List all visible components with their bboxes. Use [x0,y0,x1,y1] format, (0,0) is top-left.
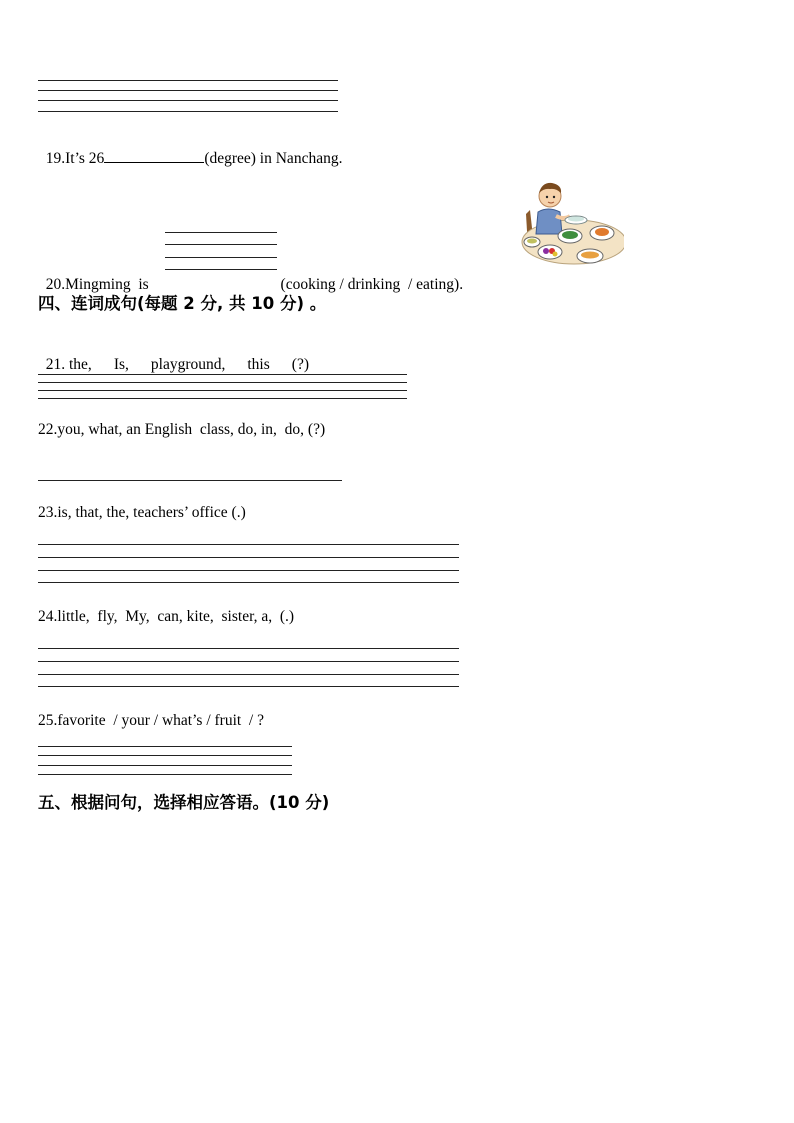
question-21-word: the, [69,356,92,373]
question-23-answer-lines[interactable] [38,544,459,584]
question-21-word: (?) [291,356,309,373]
question-25-answer-lines[interactable] [38,746,292,776]
question-20-suffix: (cooking / drinking / eating). [276,276,464,293]
question-25: 25.favorite / your / what’s / fruit / ? [38,712,264,729]
section-4-title: 四、连词成句(每题 2 分, 共 10 分) 。 [38,294,327,313]
question-22: 22.you, what, an English class, do, in, do, (?) [38,421,326,438]
section-5-title: 五、根据问句，选择相应答语。(10 分) [38,793,330,812]
question-21 [38,338,331,374]
question-24: 24.little, fly, My, can, kite, sister, a, (.) [38,608,295,625]
question-22-answer-line[interactable] [38,480,342,482]
question-19 [38,130,342,168]
question-23: 23.is, that, the, teachers’ office (.) [38,504,246,521]
question-21-word: Is, [113,356,129,373]
question-19-suffix: (degree) in Nanchang. [204,150,343,167]
question-21-answer-lines[interactable] [38,374,407,400]
question-21-number: 21. [45,356,66,373]
question-20 [38,258,463,294]
question-24-answer-lines[interactable] [38,648,459,688]
question-21-word: playground, [150,356,226,373]
boy-eating-icon [512,176,624,272]
question-19-prefix: 19.It’s 26 [45,150,105,167]
question-20-prefix: 20.Mingming is [45,276,149,293]
question-21-word: this [247,356,270,373]
question-19-blank[interactable] [104,148,204,163]
answer-lines-top [38,80,338,114]
